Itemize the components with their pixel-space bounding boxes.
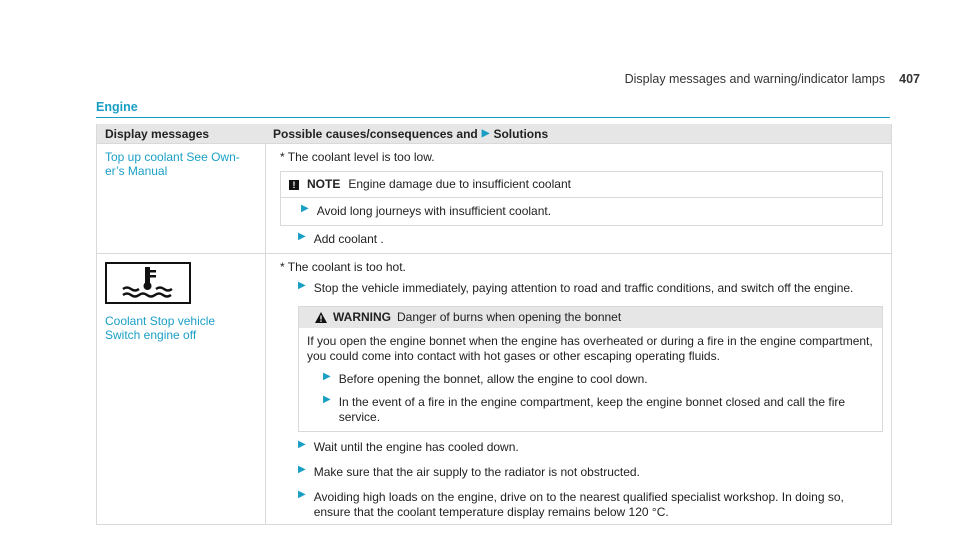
section-title: Engine [96, 100, 138, 114]
col-header-display: Display messages [105, 126, 210, 141]
arrow-right-icon: ▶ [298, 231, 306, 242]
arrow-right-icon: ▶ [301, 203, 309, 214]
warning-title: Danger of burns when opening the bonnet [397, 310, 622, 324]
notice-icon: ! [289, 180, 299, 190]
warning-label: WARNING [333, 310, 391, 324]
col-header-causes [265, 127, 891, 141]
running-head [625, 72, 920, 86]
solution-step-text: Add coolant . [313, 232, 384, 246]
note-step [301, 204, 874, 219]
solution-step-text: Make sure that the air supply to the radiator is not obstructed. [313, 465, 640, 479]
col-header-causes-text: Possible causes/consequences and [273, 126, 478, 141]
warning-triangle-icon [315, 312, 327, 323]
solution-step-text: Stop the vehicle immediately, paying attention to road and traffic conditions, and switch off the engine. [313, 281, 854, 295]
table-header [97, 124, 891, 143]
solution-step [298, 281, 883, 296]
warning-box [298, 306, 883, 432]
page-number: 407 [899, 72, 920, 86]
cause-text: * The coolant is too hot. [280, 260, 406, 274]
section-divider [96, 117, 890, 118]
arrow-right-icon: ▶ [298, 489, 306, 500]
causes-solutions-cell [266, 254, 891, 524]
arrow-right-icon: ▶ [481, 127, 490, 139]
table-row [97, 253, 891, 524]
warning-step-text: Before opening the bonnet, allow the engine to cool down. [338, 372, 648, 386]
display-message-line2: Switch engine off [105, 328, 197, 342]
solution-step [298, 490, 883, 520]
display-message-cell [97, 254, 266, 524]
note-step-text: Avoid long journeys with insufficient coolant. [316, 204, 552, 218]
solution-step [298, 232, 883, 247]
table-row [97, 143, 891, 253]
display-message: Top up coolant See Own-er’s Manual [97, 144, 266, 253]
warning-header [299, 307, 882, 328]
solution-step [298, 465, 883, 480]
running-title: Display messages and warning/indicator lamps [624, 72, 886, 86]
arrow-right-icon: ▶ [323, 394, 331, 405]
cause-text: * The coolant level is too low. [280, 150, 435, 164]
solution-step [298, 440, 883, 455]
arrow-right-icon: ▶ [298, 464, 306, 475]
col-header-solutions-text: Solutions [493, 126, 549, 141]
arrow-right-icon: ▶ [323, 371, 331, 382]
messages-table [96, 124, 892, 525]
warning-step [323, 372, 874, 387]
warning-step [323, 395, 874, 425]
note-title: Engine damage due to insufficient coolant [348, 177, 571, 191]
arrow-right-icon: ▶ [298, 439, 306, 450]
warning-step-text: In the event of a fire in the engine compartment, keep the engine bonnet closed and call the fire service. [338, 395, 846, 424]
note-body [281, 198, 882, 225]
warning-body [299, 328, 882, 431]
causes-solutions-cell [266, 144, 891, 253]
note-box [280, 171, 883, 226]
coolant-temperature-icon [105, 262, 257, 304]
solution-step-text: Avoiding high loads on the engine, drive on to the nearest qualified specialist workshop. In doing so, ensure that the coolant temperature display remains below 120 °C. [313, 490, 844, 519]
warning-text: If you open the engine bonnet when the engine has overheated or during a fire in the engine compartment, you could come into contact with hot gases or other escaping operating fluids. [307, 334, 873, 363]
solution-step-text: Wait until the engine has cooled down. [313, 440, 519, 454]
display-message-line1: Coolant Stop vehicle [105, 314, 216, 328]
note-header [281, 172, 882, 198]
note-label: NOTE [307, 177, 341, 191]
arrow-right-icon: ▶ [298, 280, 306, 291]
